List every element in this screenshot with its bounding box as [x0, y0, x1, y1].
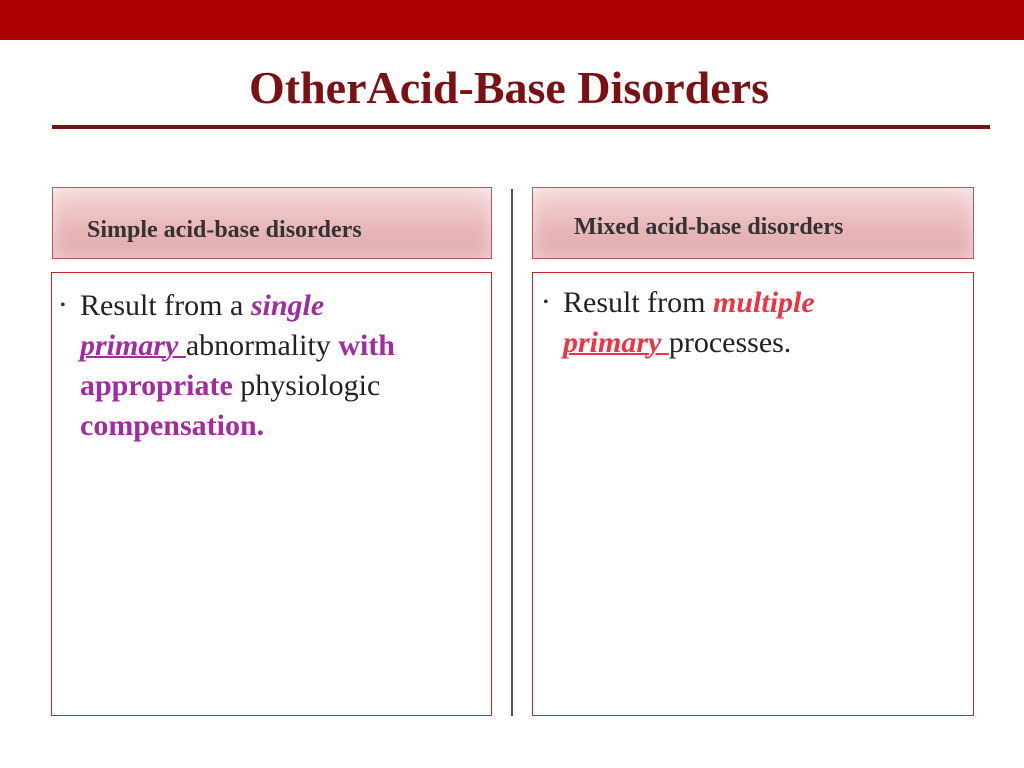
keyword-multiple: multiple	[713, 286, 815, 319]
bullet-line-1	[60, 286, 480, 326]
keyword-primary: primary	[80, 329, 186, 362]
text-processes: processes.	[668, 326, 792, 359]
mixed-disorders-header	[532, 187, 974, 259]
keyword-primary: primary	[563, 326, 669, 359]
mixed-disorders-header-label: Mixed acid-base disorders	[574, 214, 844, 240]
text-physiologic: physiologic	[232, 369, 381, 402]
bullet-line-2	[543, 323, 963, 363]
top-accent-bar	[0, 0, 1024, 40]
mixed-disorders-content	[532, 272, 974, 716]
text-result-from: Result from	[563, 286, 713, 319]
keyword-single: single	[250, 289, 325, 322]
slide-title: OtherAcid-Base Disorders	[249, 62, 769, 113]
mixed-disorders-bullet	[543, 283, 963, 363]
simple-disorders-header	[52, 187, 492, 259]
keyword-with: with	[338, 329, 395, 362]
column-divider	[511, 189, 513, 716]
simple-disorders-header-label: Simple acid-base disorders	[87, 217, 362, 243]
bullet-marker: •	[543, 294, 549, 311]
title-underline-rule	[52, 125, 990, 129]
bullet-line-3	[60, 366, 480, 406]
bullet-line-2	[60, 326, 480, 366]
bullet-line-1	[543, 283, 963, 323]
keyword-compensation: compensation.	[80, 409, 265, 442]
text-result-from-a: Result from a	[80, 289, 251, 322]
bullet-line-4	[60, 406, 480, 446]
keyword-appropriate: appropriate	[80, 369, 233, 402]
simple-disorders-bullet	[60, 286, 480, 446]
text-abnormality: abnormality	[185, 329, 339, 362]
bullet-marker: •	[60, 297, 66, 314]
simple-disorders-content	[51, 272, 492, 716]
